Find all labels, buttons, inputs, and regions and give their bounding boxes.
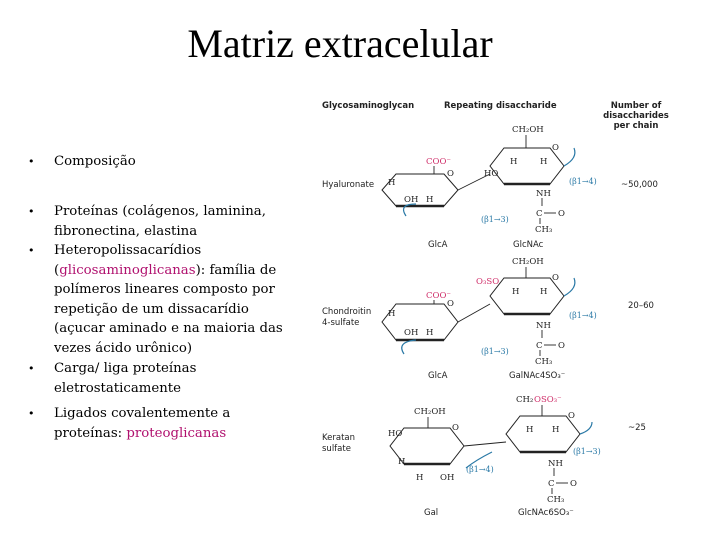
- h-atom: H: [526, 425, 534, 435]
- monomer-label: GlcA: [428, 371, 448, 381]
- h-atom: H: [426, 328, 434, 338]
- bullet-text-part: Composição: [54, 154, 136, 169]
- bullet-text-part: ): família de polímeros lineares composto por repetição de um dissacarídio (açucar aminado e na maioria das vezes ácido urônico): [54, 262, 283, 356]
- row-hyaluronate: [322, 125, 658, 250]
- ring-oxygen: O: [568, 411, 575, 421]
- hydroxymethyl-group: CH₂OH: [512, 125, 544, 135]
- h-atom: H: [552, 425, 560, 435]
- linkage-label: (β1→4): [569, 177, 597, 186]
- ring-oxygen: O: [552, 143, 559, 153]
- bullet-text: [54, 359, 294, 398]
- slide-title: Matriz extracelular: [187, 21, 493, 66]
- sulfate-group: OSO₃⁻: [534, 395, 562, 405]
- ring-oxygen: O: [552, 273, 559, 283]
- bullet-text: [54, 152, 294, 172]
- h-atom: H: [540, 157, 548, 167]
- header-glycosaminoglycan: Glycosaminoglycan: [322, 101, 415, 111]
- chain-length: ~25: [628, 423, 646, 433]
- highlighted-term-glicosaminoglicanas: glicosaminoglicanas: [59, 262, 196, 278]
- methyl-group: CH₃: [535, 357, 553, 367]
- carboxylate-group: COO⁻: [426, 157, 451, 167]
- bullet-marker: •: [28, 407, 35, 420]
- carbonyl-oxygen: O: [558, 341, 565, 351]
- h-atom: H: [388, 309, 396, 319]
- glycosidic-link-arrow: [402, 340, 416, 354]
- hydroxyl-label: HO: [388, 429, 403, 439]
- ring-oxygen: O: [452, 423, 459, 433]
- ring-oxygen: O: [447, 299, 454, 309]
- bullet-marker: •: [28, 362, 35, 375]
- amide-nh: NH: [536, 321, 551, 331]
- monomer-label: GlcA: [428, 240, 448, 250]
- hydroxymethyl-group: CH₂OH: [414, 407, 446, 417]
- monomer-label: GalNAc4SO₃⁻: [509, 371, 566, 381]
- header-count-line1: Number of: [610, 101, 662, 111]
- chain-length: ~50,000: [621, 180, 658, 190]
- glycosidic-link-arrow: [564, 278, 575, 296]
- carbonyl-carbon: C: [536, 341, 543, 351]
- h-atom: H: [426, 195, 434, 205]
- glycosidic-link-arrow: [564, 148, 575, 166]
- bullet-marker: •: [28, 155, 35, 168]
- glycosaminoglycan-structures-svg: [316, 92, 716, 522]
- sugar-ring-galnac4s: [490, 278, 564, 314]
- gag-name: Hyaluronate: [322, 180, 375, 190]
- linkage-label: (β1→3): [481, 215, 509, 224]
- row-keratan-sulfate: [322, 395, 646, 518]
- carbonyl-carbon: C: [548, 479, 555, 489]
- gag-name-line2: 4-sulfate: [322, 318, 360, 328]
- carbonyl-oxygen: O: [570, 479, 577, 489]
- linkage-label: (β1→3): [573, 447, 601, 456]
- h-atom: H: [510, 157, 518, 167]
- monomer-label: Gal: [424, 508, 439, 518]
- gag-name: Keratan: [322, 433, 356, 443]
- hydroxyl-label: OH: [404, 328, 419, 338]
- sulfate-group: O₃SO: [476, 277, 500, 287]
- monomer-label: GlcNAc: [513, 240, 544, 250]
- linkage-label: (β1→4): [569, 311, 597, 320]
- row-chondroitin-4-sulfate: [322, 257, 654, 381]
- sugar-ring-glcnac: [490, 148, 564, 184]
- bullet-text: [54, 241, 294, 358]
- bullet-text-part: Proteínas (colágenos, laminina, fibronectina, elastina: [54, 204, 266, 239]
- header-count-line3: per chain: [613, 121, 659, 131]
- ring-oxygen: O: [447, 169, 454, 179]
- bullet-text-part: Heteropolissacarídios (: [54, 243, 202, 278]
- hydroxyl-label: OH: [440, 473, 455, 483]
- sugar-ring-glcnac6s: [506, 416, 580, 452]
- bullet-marker: •: [28, 205, 35, 218]
- bullet-text-part: Carga/ liga proteínas eletrostaticamente: [54, 361, 197, 396]
- linkage-label: (β1→3): [481, 347, 509, 356]
- carbonyl-oxygen: O: [558, 209, 565, 219]
- linkage-label: (β1→4): [466, 465, 494, 474]
- h-atom: H: [388, 178, 396, 188]
- gag-name-line2: sulfate: [322, 444, 351, 454]
- carboxylate-group: COO⁻: [426, 291, 451, 301]
- amide-nh: NH: [548, 459, 563, 469]
- hydroxymethyl-group: CH₂OH: [512, 257, 544, 267]
- carbonyl-carbon: C: [536, 209, 543, 219]
- amide-nh: NH: [536, 189, 551, 199]
- bullet-text-part: Ligados covalentemente a proteínas:: [54, 406, 231, 441]
- h-atom: H: [398, 457, 406, 467]
- methyl-group: CH₃: [547, 495, 565, 505]
- hydroxyl-label: OH: [404, 195, 419, 205]
- glycosidic-link-arrow: [580, 422, 592, 434]
- h-atom: H: [540, 287, 548, 297]
- bullet-text: [54, 404, 294, 443]
- gag-name: Chondroitin: [322, 307, 372, 317]
- highlighted-term-proteoglicanas: proteoglicanas: [126, 425, 227, 441]
- header-count-line2: disaccharides: [603, 111, 669, 121]
- sulfated-hydroxymethyl-prefix: CH₂: [516, 395, 534, 405]
- bullet-text: [54, 202, 294, 241]
- glycosaminoglycan-figure: [316, 92, 716, 522]
- bullet-marker: •: [28, 244, 35, 257]
- monomer-label: GlcNAc6SO₃⁻: [518, 508, 574, 518]
- h-atom: H: [512, 287, 520, 297]
- header-repeating-disaccharide: Repeating disaccharide: [444, 101, 557, 111]
- h-atom: H: [416, 473, 424, 483]
- methyl-group: CH₃: [535, 225, 553, 235]
- chain-length: 20–60: [628, 301, 654, 311]
- hydroxyl-label: HO: [484, 169, 499, 179]
